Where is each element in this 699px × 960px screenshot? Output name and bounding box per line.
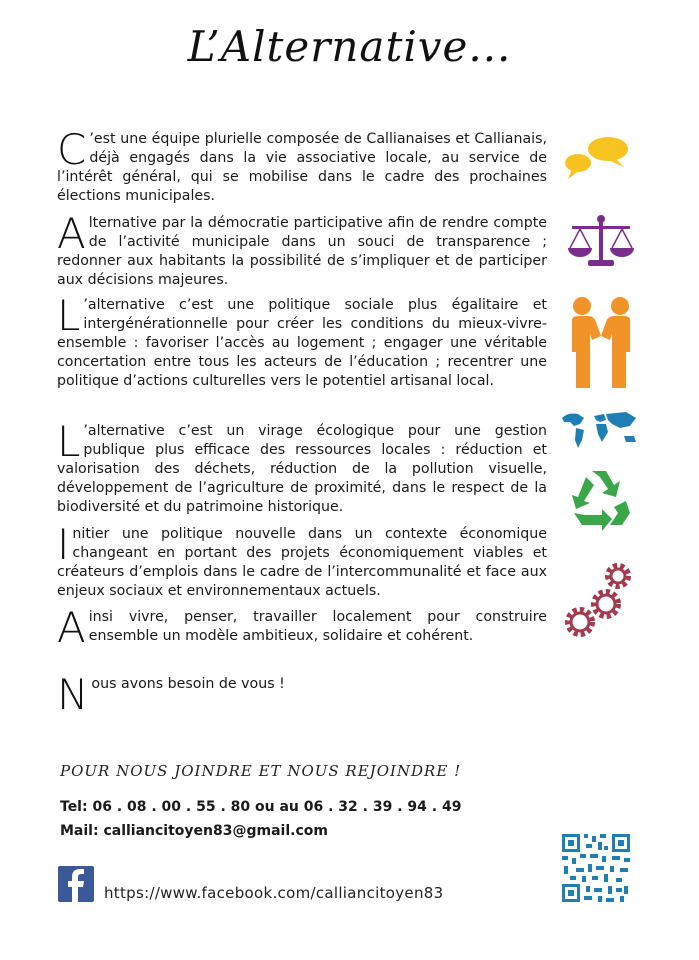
facebook-icon[interactable]: [58, 866, 94, 902]
paragraph-local: [57, 603, 547, 652]
paragraph-democracy: [57, 209, 547, 290]
phone-numbers[interactable]: Tel: 06 . 08 . 00 . 55 . 80 ou au 06 . 32 . 39 . 94 . 49: [60, 799, 462, 815]
paragraph-text: insi vivre, penser, travailler localement pour construire ensemble un modèle ambitieux, solidaire et cohérent.: [88, 609, 547, 644]
handshake-people-icon: [568, 296, 634, 390]
paragraph-text: ’est une équipe plurielle composée de Callianaises et Callianais, déjà engagés dans la vie associative locale, au service de l’intérêt général, qui se mobilise dans le cadre des prochaines élections municipales.: [57, 131, 547, 204]
world-map-icon: [560, 410, 640, 450]
drop-cap: A: [57, 603, 86, 652]
drop-cap: A: [57, 209, 86, 258]
paragraph-intro: [57, 125, 547, 206]
paragraph-text: ’alternative c’est un virage écologique pour une gestion publique plus efficace des ressources locales : réduction et valorisation des déchets, réduction de la pollution visuelle, développement de l’agriculture de proximité, dans le respect de la biodiversité et du patrimoine historique.: [57, 423, 547, 515]
drop-cap: N: [57, 670, 89, 719]
paragraph-text: lternative par la démocratie participative afin de rendre compte de l’activité municipale dans un souci de transparence ; redonner aux habitants la possibilité de s’impliquer et de participer aux décisions majeures.: [57, 215, 547, 288]
paragraph-text: ’alternative c’est une politique sociale plus égalitaire et intergénérationnelle pour créer les conditions du mieux-vivre-ensemble : favoriser l’accès au logement ; engager une véritable concertation entre tous les acteurs de l’éducation ; recentrer une politique d’actions culturelles vers le potentiel artisanal local.: [57, 297, 547, 389]
paragraph-call: [57, 670, 547, 719]
gears-icon: [564, 560, 636, 642]
qr-code-icon[interactable]: [560, 832, 632, 904]
page-title: L’Alternative...: [187, 22, 512, 71]
join-heading: POUR NOUS JOINDRE ET NOUS REJOINDRE !: [60, 762, 462, 780]
paragraph-text: nitier une politique nouvelle dans un contexte économique changeant en portant des projets économiquement viables et créateurs d’emplois dans le cadre de l’intercommunalité et face aux enjeux sociaux et environnementaux actuels.: [57, 526, 547, 599]
paragraph-text: ous avons besoin de vous !: [91, 676, 285, 692]
paragraph-ecology: [57, 417, 547, 517]
speech-bubbles-icon: [562, 135, 632, 181]
paragraph-social: [57, 291, 547, 391]
email-address[interactable]: Mail: calliancitoyen83@gmail.com: [60, 823, 328, 839]
recycle-icon: [566, 467, 632, 533]
facebook-link[interactable]: https://www.facebook.com/calliancitoyen83: [104, 884, 444, 902]
paragraph-economy: [57, 520, 547, 601]
scales-icon: [566, 214, 636, 270]
drop-cap: L: [57, 291, 81, 340]
drop-cap: L: [57, 417, 81, 466]
drop-cap: I: [57, 520, 70, 569]
drop-cap: C: [57, 125, 87, 174]
